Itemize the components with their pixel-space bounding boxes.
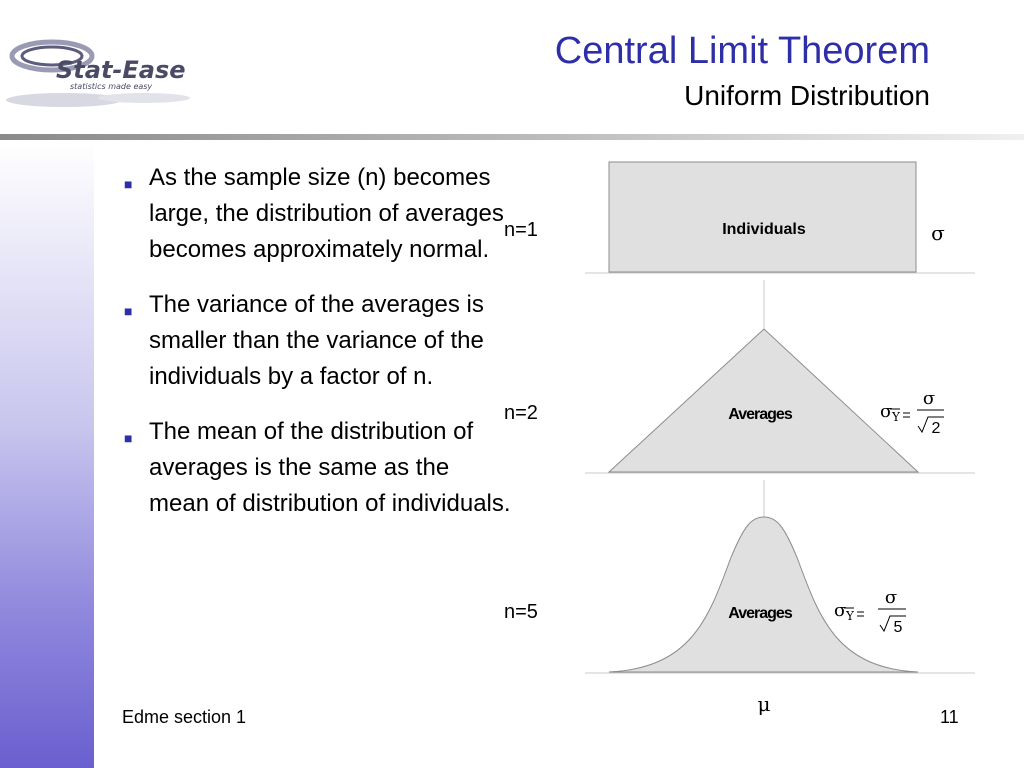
square-bullet-icon: ■ [124, 430, 133, 446]
fraction-numerator-n2: σ [922, 388, 936, 409]
slide-subtitle: Uniform Distribution [684, 80, 930, 111]
sigma-n1: σ [931, 221, 945, 245]
svg-text:statistics made easy: statistics made easy [70, 82, 153, 91]
bullet-text: The mean of the distribution of averages is the same as the mean of distribution of individuals. [149, 418, 511, 517]
fraction-denominator-n2: 2 [931, 420, 941, 437]
fraction-denominator-n5: 5 [893, 619, 903, 636]
sigma-ybar-n2: σ [880, 401, 893, 422]
averages-label-n5: Averages [728, 605, 792, 622]
square-bullet-icon: ■ [124, 176, 133, 192]
square-bullet-icon: ■ [124, 303, 133, 319]
triangular-distribution-shape [609, 329, 918, 472]
label-n5: n=5 [504, 601, 538, 623]
ybar-subscript-n5: Y [846, 609, 854, 623]
mu-symbol: μ [757, 692, 771, 716]
sigma-ybar-n5: σ [834, 600, 847, 621]
slide-number: 11 [940, 707, 959, 727]
ybar-subscript-n2: Y [892, 410, 900, 424]
slide-title: Central Limit Theorem [554, 30, 930, 72]
svg-text:Stat-Ease: Stat-Ease [56, 56, 186, 84]
normal-distribution-shape [609, 517, 918, 672]
fraction-numerator-n5: σ [884, 587, 898, 608]
individuals-label: Individuals [722, 221, 806, 238]
label-n1: n=1 [504, 219, 538, 241]
label-n2: n=2 [504, 402, 538, 424]
uniform-distribution-shape [609, 162, 916, 272]
bullet-text: As the sample size (n) becomes large, the distribution of averages becomes approximately normal. [149, 164, 504, 263]
bullet-text: The variance of the averages is smaller than the variance of the individuals by a factor of n. [149, 291, 484, 390]
averages-label-n2: Averages [728, 406, 792, 423]
footer-section-label: Edme section 1 [122, 707, 247, 727]
